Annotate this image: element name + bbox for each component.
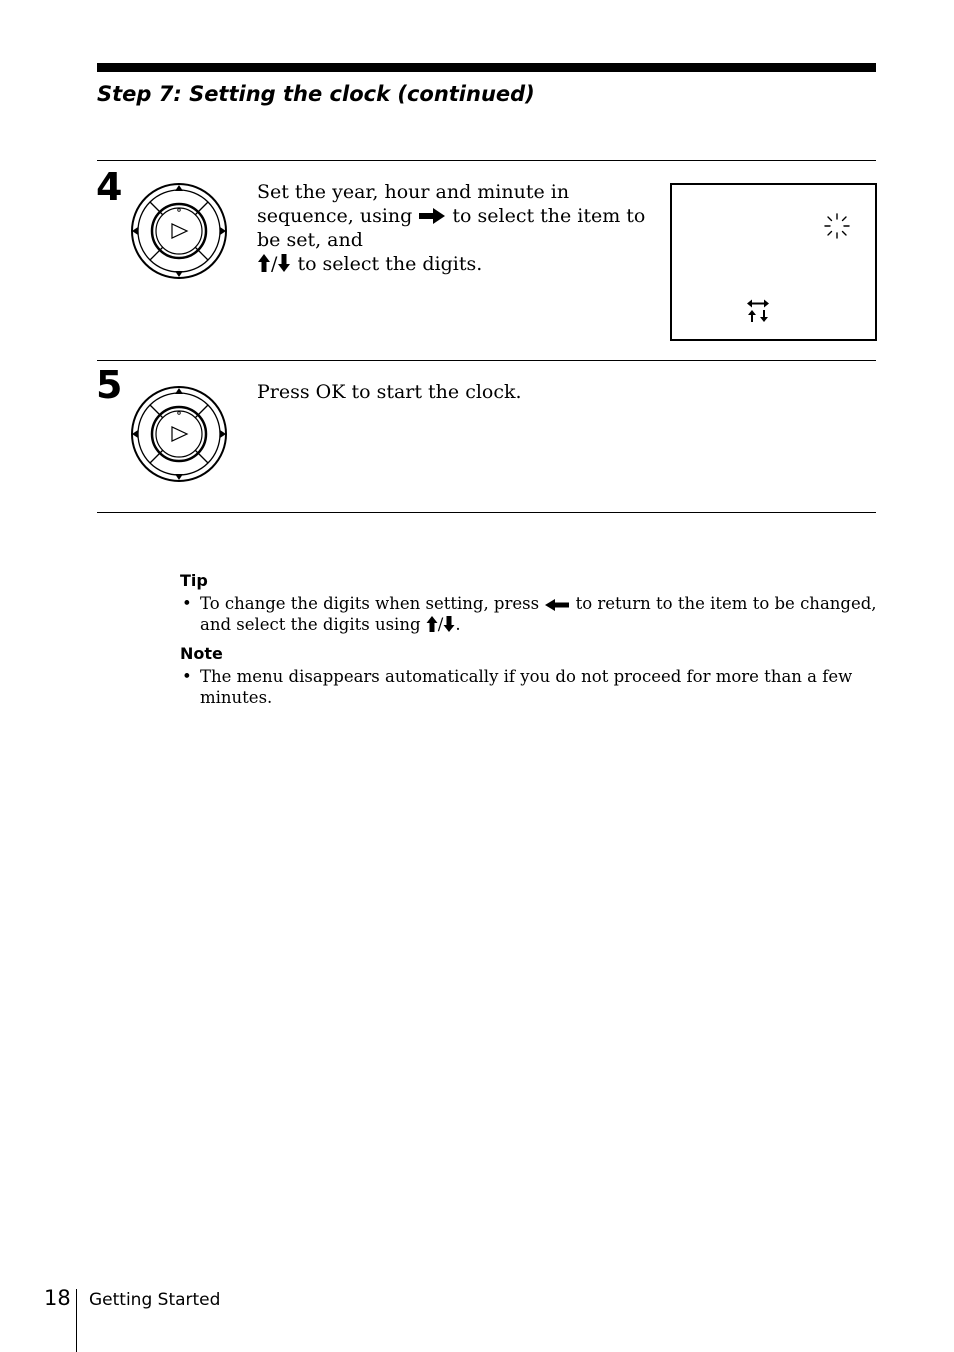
left-arrow-icon: [544, 598, 570, 612]
step-number: 5: [96, 363, 123, 407]
up-arrow-icon: [426, 615, 438, 633]
up-down-arrows-icon: [747, 309, 769, 323]
step-4-text-part: to select the digits.: [291, 253, 483, 275]
bullet-marker: •: [182, 594, 192, 613]
tip-text-part: /: [437, 615, 444, 634]
step-divider: [97, 360, 876, 361]
notes-block: [180, 570, 880, 716]
step-4-text-part: to select the item to be set, and: [257, 205, 646, 251]
note-text: The menu disappears automatically if you do not proceed for more than a few minutes.: [200, 667, 853, 707]
step-4-instruction: [257, 180, 657, 276]
top-rule: [97, 63, 876, 72]
tip-text-part: To change the digits when setting, press: [200, 594, 545, 613]
right-arrow-icon: [418, 207, 446, 225]
arrow-pad-remote-icon: [127, 182, 231, 280]
footer-section-label: Getting Started: [89, 1290, 221, 1310]
up-arrow-icon: [257, 253, 271, 273]
footer-rule: [76, 1289, 77, 1352]
note-item: [180, 666, 880, 708]
down-arrow-icon: [443, 615, 455, 633]
tv-screen-display: [670, 183, 877, 341]
section-end-rule: [97, 512, 876, 513]
tip-item: [180, 593, 880, 635]
blinking-cursor-icon: [822, 211, 852, 241]
tip-text-part: .: [455, 615, 461, 634]
section-title: Step 7: Setting the clock (continued): [97, 82, 535, 106]
left-right-arrows-icon: [746, 298, 770, 309]
step-divider: [97, 160, 876, 161]
note-heading: Note: [180, 644, 223, 663]
page-number: 18: [44, 1286, 71, 1310]
bullet-marker: •: [182, 667, 192, 686]
down-arrow-icon: [277, 253, 291, 273]
step-4-text-part: /: [271, 253, 278, 275]
step-number: 4: [96, 165, 123, 209]
tip-text-part: to return to the item to be changed, and select the digits using: [200, 594, 877, 634]
arrow-pad-remote-icon: [127, 385, 231, 483]
step-5-instruction: Press OK to start the clock.: [257, 381, 522, 403]
tip-heading: Tip: [180, 571, 208, 590]
step-4-text-part: Set the year, hour and minute in sequence, using: [257, 181, 570, 227]
